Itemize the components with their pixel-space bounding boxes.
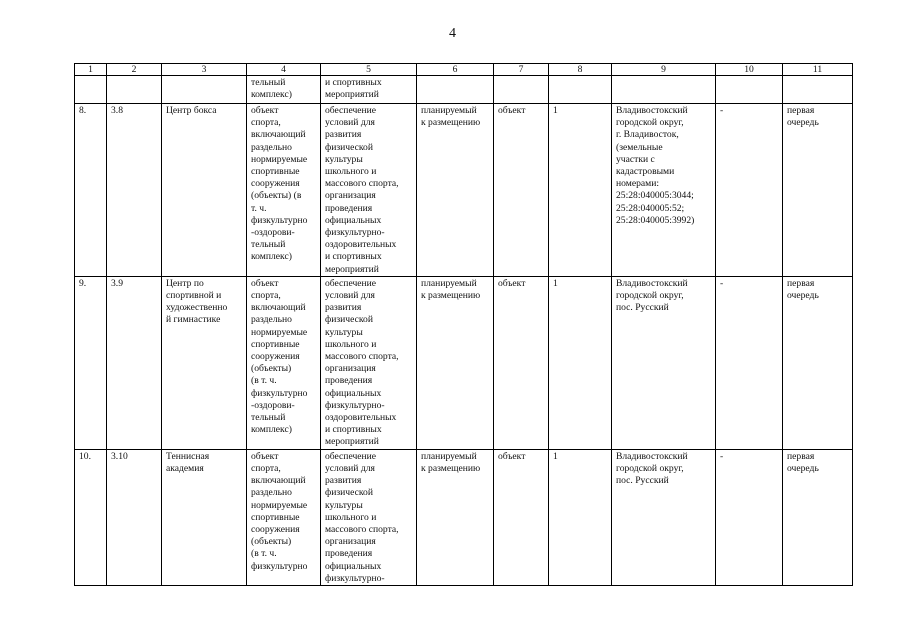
status-cell: планируемый к размещению: [417, 104, 494, 277]
item-code-cell: [107, 76, 162, 104]
object-name-cell: Теннисная академия: [162, 449, 247, 585]
location-cell: [612, 76, 716, 104]
stage-cell: первая очередь: [783, 449, 853, 585]
row-number-cell: [75, 76, 107, 104]
table-row: [75, 104, 853, 277]
unit-cell: [494, 76, 549, 104]
objects-table: [74, 63, 853, 586]
item-code-cell: 3.10: [107, 449, 162, 585]
item-code-cell: 3.9: [107, 276, 162, 449]
location-cell: Владивостокский городской округ, пос. Русский: [612, 449, 716, 585]
unit-cell: объект: [494, 104, 549, 277]
quantity-cell: 1: [549, 276, 612, 449]
table-row: [75, 449, 853, 585]
column-numbers-row: [75, 64, 853, 76]
zone-cell: -: [716, 449, 783, 585]
column-number: 3: [162, 64, 247, 76]
object-type-cell: объект спорта, включающий раздельно нормируемые спортивные сооружения (объекты) (в т. ч. физкультурно: [247, 449, 321, 585]
object-name-cell: Центр по спортивной и художественно й гимнастике: [162, 276, 247, 449]
column-number: 8: [549, 64, 612, 76]
zone-cell: -: [716, 104, 783, 277]
object-name-cell: [162, 76, 247, 104]
status-cell: планируемый к размещению: [417, 449, 494, 585]
object-type-cell: тельный комплекс): [247, 76, 321, 104]
column-number: 5: [321, 64, 417, 76]
column-number: 7: [494, 64, 549, 76]
column-number: 6: [417, 64, 494, 76]
object-name-cell: Центр бокса: [162, 104, 247, 277]
row-number-cell: 8.: [75, 104, 107, 277]
location-cell: Владивостокский городской округ, пос. Русский: [612, 276, 716, 449]
column-number: 1: [75, 64, 107, 76]
table-row: [75, 76, 853, 104]
row-number-cell: 10.: [75, 449, 107, 585]
quantity-cell: [549, 76, 612, 104]
zone-cell: [716, 76, 783, 104]
status-cell: планируемый к размещению: [417, 276, 494, 449]
column-number: 9: [612, 64, 716, 76]
row-number-cell: 9.: [75, 276, 107, 449]
table-row: [75, 276, 853, 449]
object-type-cell: объект спорта, включающий раздельно нормируемые спортивные сооружения (объекты) (в т. ч. физкультурно -оздорови- тельный комплекс): [247, 276, 321, 449]
stage-cell: [783, 76, 853, 104]
purpose-cell: обеспечение условий для развития физической культуры школьного и массового спорта, организация проведения официальных физкультурно-: [321, 449, 417, 585]
column-number: 2: [107, 64, 162, 76]
item-code-cell: 3.8: [107, 104, 162, 277]
purpose-cell: обеспечение условий для развития физической культуры школьного и массового спорта, организация проведения официальных физкультурно- оздоровительных и спортивных мероприятий: [321, 276, 417, 449]
column-number: 10: [716, 64, 783, 76]
purpose-cell: обеспечение условий для развития физической культуры школьного и массового спорта, организация проведения официальных физкультурно- оздоровительных и спортивных мероприятий: [321, 104, 417, 277]
unit-cell: объект: [494, 449, 549, 585]
quantity-cell: 1: [549, 449, 612, 585]
stage-cell: первая очередь: [783, 276, 853, 449]
zone-cell: -: [716, 276, 783, 449]
unit-cell: объект: [494, 276, 549, 449]
location-cell: Владивостокский городской округ, г. Владивосток, (земельные участки с кадастровыми номерами: 25:28:040005:3044; 25:28:040005:52; 25:28:040005:3992): [612, 104, 716, 277]
quantity-cell: 1: [549, 104, 612, 277]
status-cell: [417, 76, 494, 104]
purpose-cell: и спортивных мероприятий: [321, 76, 417, 104]
page-number: 4: [449, 26, 456, 41]
column-number: 11: [783, 64, 853, 76]
object-type-cell: объект спорта, включающий раздельно нормируемые спортивные сооружения (объекты) (в т. ч. физкультурно -оздорови- тельный комплекс): [247, 104, 321, 277]
stage-cell: первая очередь: [783, 104, 853, 277]
column-number: 4: [247, 64, 321, 76]
